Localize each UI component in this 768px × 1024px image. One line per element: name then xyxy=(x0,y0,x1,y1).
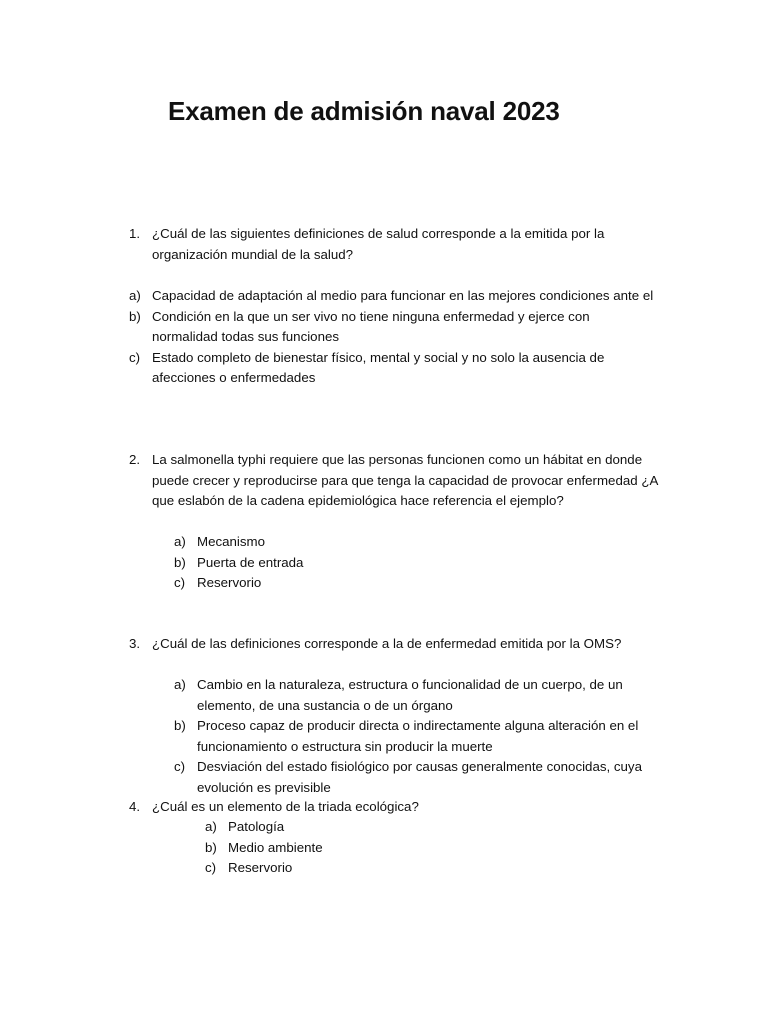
option-a xyxy=(174,532,654,553)
option-c xyxy=(174,757,664,798)
option-label: b) xyxy=(129,308,141,324)
question-2-options xyxy=(174,532,654,594)
option-b xyxy=(205,838,605,859)
option-b xyxy=(174,553,654,574)
option-text: Capacidad de adaptación al medio para funcionar en las mejores condiciones ante el xyxy=(152,288,654,303)
question-1 xyxy=(129,224,661,265)
option-text: Puerta de entrada xyxy=(197,554,304,570)
option-label: b) xyxy=(174,718,186,733)
option-text: Mecanismo xyxy=(197,534,265,549)
question-text: ¿Cuál de las siguientes definiciones de salud corresponde a la emitida por la organización mundial de la salud? xyxy=(152,226,605,262)
option-label: c) xyxy=(205,860,217,875)
question-number: 4. xyxy=(129,799,141,814)
question-number: 3. xyxy=(129,636,141,651)
question-3 xyxy=(129,634,669,655)
question-4 xyxy=(129,797,669,818)
option-text: Reservorio xyxy=(197,575,262,590)
option-c xyxy=(205,858,605,879)
question-3-options xyxy=(174,675,664,798)
option-label: a) xyxy=(174,677,186,692)
option-a xyxy=(205,817,605,838)
page-title: Examen de admisión naval 2023 xyxy=(168,96,560,126)
option-label: c) xyxy=(174,575,186,590)
option-text: Condición en la que un ser vivo no tiene ninguna enfermedad y ejerce con normalidad todas sus funciones xyxy=(152,308,590,344)
option-text: Desviación del estado fisiológico por causas generalmente conocidas, cuya evolución es previsible xyxy=(197,759,642,795)
option-text: Proceso capaz de producir directa o indirectamente alguna alteración en el funcionamiento o estructura sin producir la muerte xyxy=(197,718,639,754)
option-text: Estado completo de bienestar físico, mental y social y no solo la ausencia de afecciones o enfermedades xyxy=(152,349,605,385)
question-text: ¿Cuál es un elemento de la triada ecológica? xyxy=(152,799,419,814)
option-text: Reservorio xyxy=(228,860,293,875)
option-label: b) xyxy=(174,554,186,570)
option-label: b) xyxy=(205,839,217,855)
option-b xyxy=(174,716,664,757)
question-1-options xyxy=(129,286,659,389)
option-c xyxy=(174,573,654,594)
question-number: 2. xyxy=(129,452,141,467)
question-2 xyxy=(129,450,667,512)
option-c xyxy=(129,348,659,389)
option-label: a) xyxy=(205,819,217,834)
option-a xyxy=(174,675,664,716)
option-text: Medio ambiente xyxy=(228,839,323,855)
question-text: ¿Cuál de las definiciones corresponde a la de enfermedad emitida por la OMS? xyxy=(152,636,622,651)
option-a xyxy=(129,286,659,307)
option-label: c) xyxy=(129,349,141,365)
question-text: La salmonella typhi requiere que las personas funcionen como un hábitat en donde puede crecer y reproducirse para que tenga la capacidad de provocar enfermedad ¿A que eslabón de la cadena epidemiológica hace referencia el ejemplo? xyxy=(152,452,658,508)
option-label: a) xyxy=(174,534,186,549)
question-number: 1. xyxy=(129,226,141,241)
option-label: c) xyxy=(174,759,186,774)
option-text: Cambio en la naturaleza, estructura o funcionalidad de un cuerpo, de un elemento, de una sustancia o de un órgano xyxy=(197,677,623,713)
option-b xyxy=(129,307,659,348)
option-text: Patología xyxy=(228,819,285,834)
question-4-options xyxy=(205,817,605,879)
option-label: a) xyxy=(129,288,141,303)
